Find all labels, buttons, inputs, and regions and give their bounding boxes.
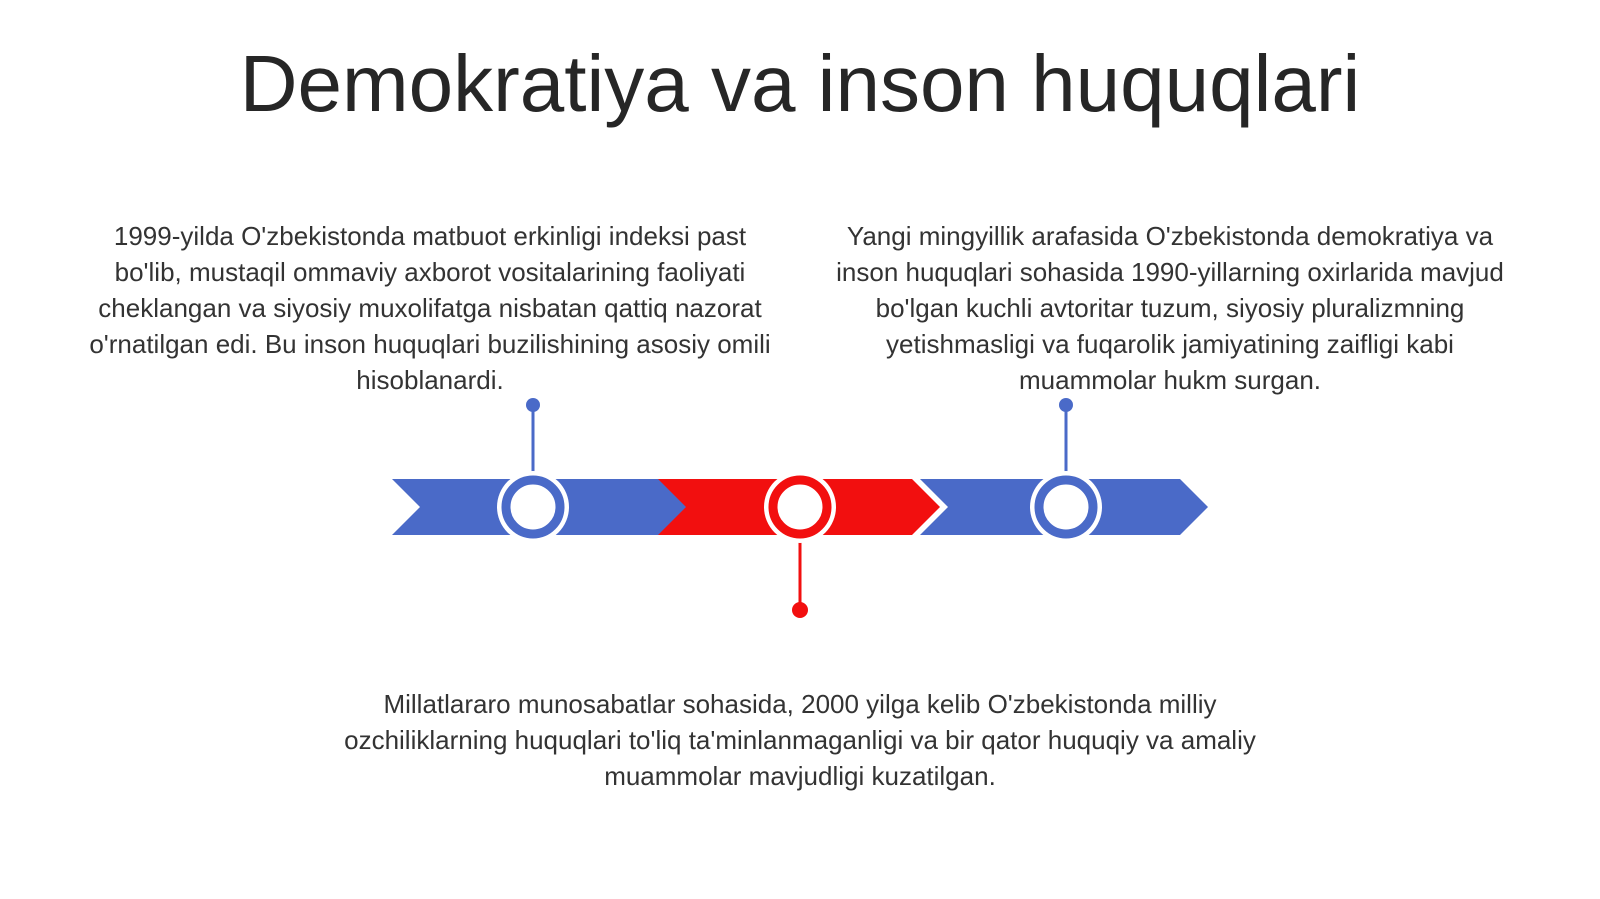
timeline-ring-left	[497, 471, 569, 543]
slide-title: Demokratiya va inson huquqlari	[239, 39, 1361, 128]
text-block-right: Yangi mingyillik arafasida O'zbekistonda demokratiya va inson huquqlari sohasida 1990-yillarning oxirlarida mavjud bo'lgan kuchli avtoritar tuzum, siyosiy pluralizmning yetishmasligi va fuqarolik jamiyatining zaifligi kabi muammolar hukm surgan.	[836, 221, 1504, 395]
timeline-pin-right	[1059, 398, 1073, 412]
timeline-ring-right	[1030, 471, 1102, 543]
timeline-node-right	[1039, 480, 1093, 534]
timeline-node-left	[506, 480, 560, 534]
text-block-left: 1999-yilda O'zbekistonda matbuot erkinligi indeksi past bo'lib, mustaqil ommaviy axborot vositalarining faoliyati cheklangan va siyosiy muxolifatga nisbatan qattiq nazorat o'rnatilgan edi. Bu inson huquqlari buzilishining asosiy omili hisoblanardi.	[89, 221, 771, 395]
timeline-pin-left	[526, 398, 540, 412]
timeline-arrow-1	[392, 479, 694, 535]
timeline-node-center	[773, 480, 827, 534]
timeline-arrow-2	[658, 479, 940, 535]
timeline-pin-center	[792, 602, 808, 618]
text-block-bottom: Millatlararo munosabatlar sohasida, 2000 yilga kelib O'zbekistonda milliy ozchiliklarning huquqlari to'liq ta'minlanmaganligi va bir qator huquqiy va amaliy muammolar mavjudligi kuzatilgan.	[344, 689, 1256, 791]
timeline-ring-center	[764, 471, 836, 543]
timeline-arrow-3	[920, 479, 1208, 535]
